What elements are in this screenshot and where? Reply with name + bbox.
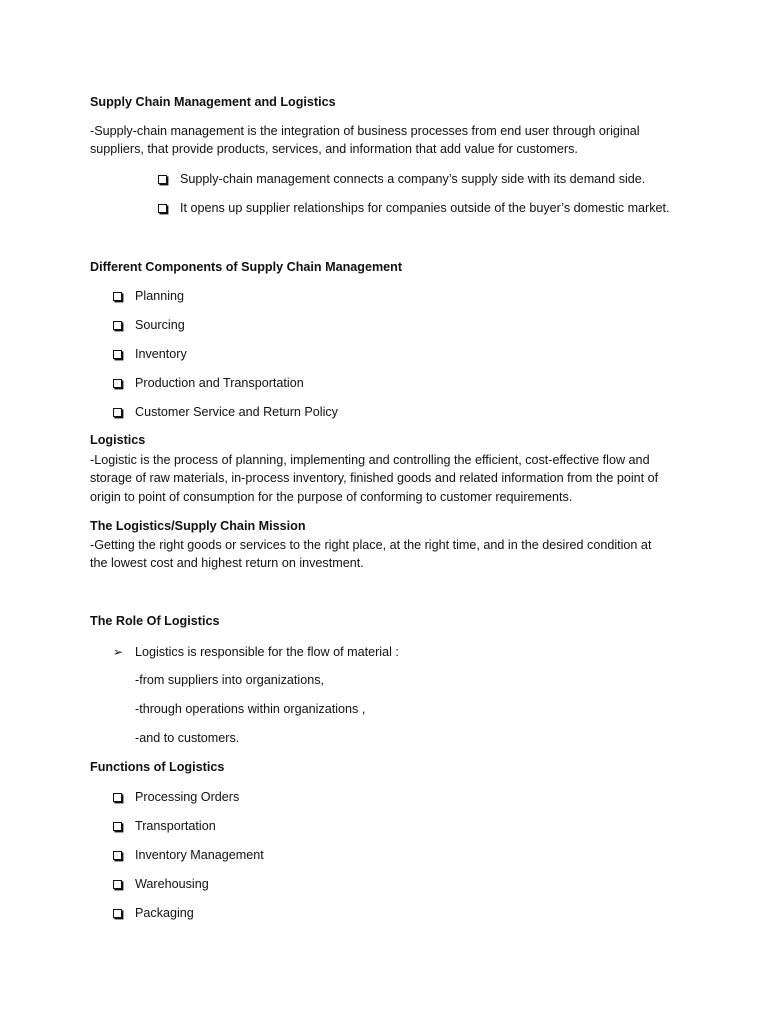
bullet-text: Inventory — [135, 347, 187, 361]
bullet-text: Customer Service and Return Policy — [135, 405, 338, 419]
checkbox-bullet-icon — [113, 379, 122, 388]
bullet-text: Processing Orders — [135, 790, 240, 804]
checkbox-bullet-icon — [113, 292, 122, 301]
scm-paragraph-line-1: -Supply-chain management is the integration of business processes from end user through original — [90, 124, 640, 138]
checkbox-bullet-icon — [113, 321, 122, 330]
checkbox-bullet-icon — [113, 350, 122, 359]
bullet-text: Logistics is responsible for the flow of material : — [135, 645, 399, 659]
components-heading: Different Components of Supply Chain Management — [90, 260, 403, 274]
bullet-text: Warehousing — [135, 877, 209, 891]
bullet-text: Planning — [135, 289, 185, 303]
checkbox-bullet-icon — [113, 909, 122, 918]
role-heading: The Role Of Logistics — [90, 614, 220, 628]
checkbox-bullet-icon — [113, 822, 122, 831]
bullet-text: Sourcing — [135, 318, 185, 332]
role-sub-item: -through operations within organizations , — [135, 702, 366, 716]
bullet-text: Inventory Management — [135, 848, 264, 862]
bullet-text: Production and Transportation — [135, 376, 304, 390]
scm-heading: Supply Chain Management and Logistics — [90, 95, 336, 109]
checkbox-bullet-icon — [113, 408, 122, 417]
logistics-line-3: origin to point of consumption for the purpose of conforming to customer requirements. — [90, 490, 573, 504]
checkbox-bullet-icon — [113, 851, 122, 860]
checkbox-bullet-icon — [158, 175, 167, 184]
logistics-heading: Logistics — [90, 433, 146, 447]
checkbox-bullet-icon — [158, 204, 167, 213]
arrow-bullet-icon: ➢ — [113, 645, 124, 659]
role-sub-item: -and to customers. — [135, 731, 240, 745]
mission-line-1: -Getting the right goods or services to the right place, at the right time, and in the desired condition at — [90, 538, 652, 552]
bullet-text: Supply-chain management connects a company’s supply side with its demand side. — [180, 172, 646, 186]
checkbox-bullet-icon — [113, 880, 122, 889]
bullet-text: Packaging — [135, 906, 194, 920]
logistics-line-1: -Logistic is the process of planning, implementing and controlling the efficient, cost-effective flow and — [90, 453, 650, 467]
bullet-text: Transportation — [135, 819, 216, 833]
logistics-line-2: storage of raw materials, in-process inventory, finished goods and related information from the point of — [90, 471, 659, 485]
mission-line-2: the lowest cost and highest return on investment. — [90, 556, 364, 570]
scm-paragraph-line-2: suppliers, that provide products, services, and information that add value for customers. — [90, 142, 578, 156]
checkbox-bullet-icon — [113, 793, 122, 802]
bullet-text: It opens up supplier relationships for companies outside of the buyer’s domestic market. — [180, 201, 670, 215]
role-sub-item: -from suppliers into organizations, — [135, 673, 324, 687]
functions-heading: Functions of Logistics — [90, 760, 225, 774]
mission-heading: The Logistics/Supply Chain Mission — [90, 519, 306, 533]
